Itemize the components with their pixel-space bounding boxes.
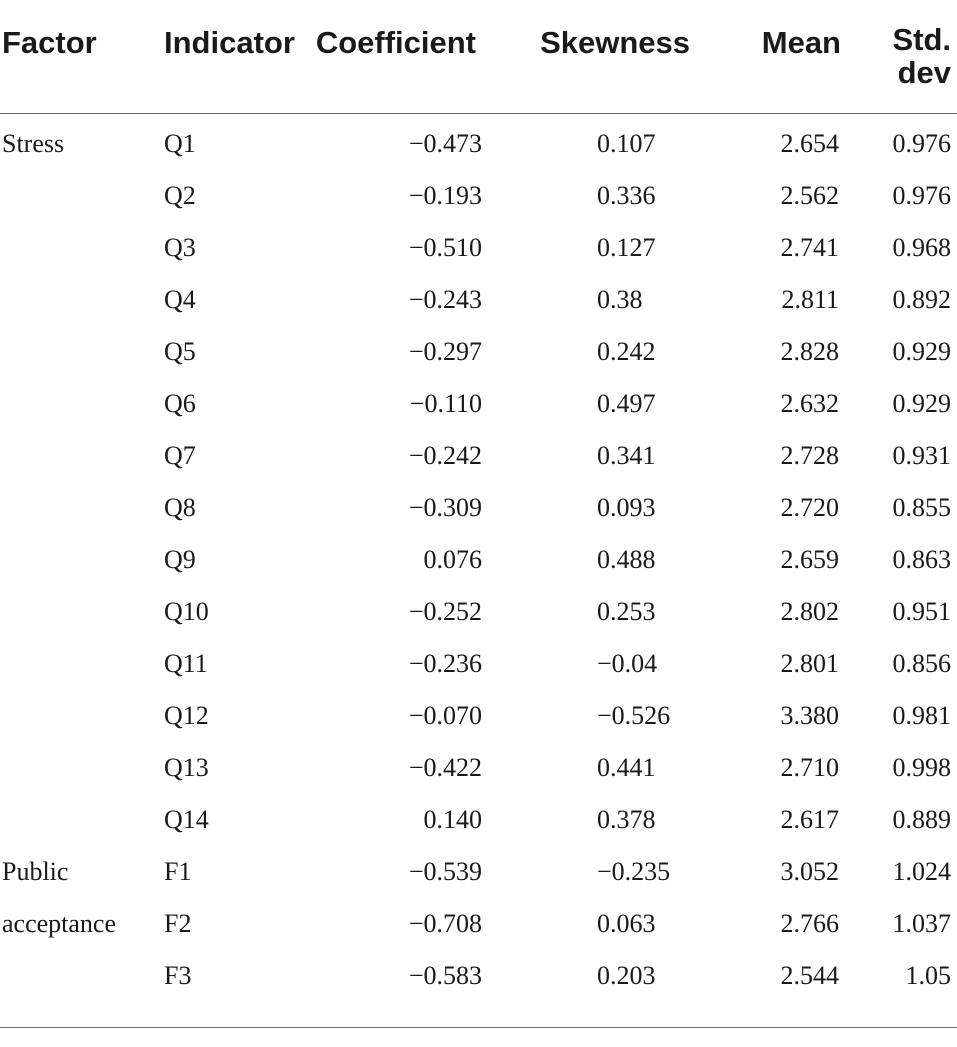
cell-std-dev: 0.951 <box>892 597 951 626</box>
cell-std-dev: 0.976 <box>892 129 951 158</box>
cell-mean: 3.052 <box>780 857 839 886</box>
cell-skewness: 0.093 <box>597 493 656 522</box>
table-row <box>0 690 957 742</box>
table-row <box>0 846 957 898</box>
table-row <box>0 898 957 950</box>
table-row <box>0 638 957 690</box>
table-body <box>0 114 957 1011</box>
table-row <box>0 950 957 1010</box>
cell-factor <box>0 690 160 742</box>
cell-mean: 2.632 <box>780 389 839 418</box>
cell-mean: 2.562 <box>780 181 839 210</box>
cell-mean: 2.544 <box>780 961 839 990</box>
cell-skewness: 0.253 <box>597 597 656 626</box>
cell-std-dev: 0.929 <box>892 389 951 418</box>
cell-factor <box>0 378 160 430</box>
cell-skewness: −0.235 <box>597 857 671 886</box>
cell-std-dev: 0.856 <box>892 649 951 678</box>
cell-indicator: Q13 <box>164 753 209 782</box>
cell-indicator: Q5 <box>164 337 196 366</box>
cell-mean: 2.741 <box>780 233 839 262</box>
cell-factor <box>0 274 160 326</box>
cell-coefficient: −0.110 <box>409 389 482 418</box>
header-skewness: Skewness <box>490 0 705 114</box>
cell-indicator: F2 <box>164 909 192 938</box>
cell-mean: 2.617 <box>780 805 839 834</box>
cell-skewness: 0.127 <box>597 233 656 262</box>
table-row <box>0 274 957 326</box>
cell-factor: acceptance <box>2 909 117 938</box>
cell-indicator: Q3 <box>164 233 196 262</box>
cell-mean: 3.380 <box>780 701 839 730</box>
cell-factor <box>0 742 160 794</box>
cell-std-dev: 1.037 <box>892 909 951 938</box>
cell-factor <box>0 586 160 638</box>
header-std-dev-line1: Std. <box>892 22 951 57</box>
cell-std-dev: 0.981 <box>892 701 951 730</box>
cell-skewness: 0.203 <box>597 961 656 990</box>
cell-indicator: Q12 <box>164 701 209 730</box>
cell-std-dev: 0.855 <box>892 493 951 522</box>
cell-coefficient: −0.422 <box>408 753 482 782</box>
cell-mean: 2.802 <box>780 597 839 626</box>
cell-skewness: 0.063 <box>597 909 656 938</box>
header-coefficient: Coefficient <box>310 0 490 114</box>
header-mean: Mean <box>705 0 845 114</box>
header-factor: Factor <box>0 0 160 114</box>
cell-indicator: F3 <box>164 961 192 990</box>
cell-coefficient: 0.140 <box>423 805 482 834</box>
cell-coefficient: −0.510 <box>408 233 482 262</box>
table-row <box>0 534 957 586</box>
cell-indicator: Q10 <box>164 597 209 626</box>
table-row <box>0 114 957 171</box>
cell-skewness: 0.497 <box>597 389 656 418</box>
cell-factor <box>0 794 160 846</box>
cell-mean: 2.728 <box>780 441 839 470</box>
cell-std-dev: 0.892 <box>892 285 951 314</box>
header-std-dev <box>845 0 957 114</box>
cell-coefficient: −0.070 <box>408 701 482 730</box>
header-std-dev-line2: dev <box>897 55 951 90</box>
cell-mean: 2.710 <box>780 753 839 782</box>
cell-indicator: Q1 <box>164 129 196 158</box>
cell-skewness: 0.242 <box>597 337 656 366</box>
cell-coefficient: −0.473 <box>408 129 482 158</box>
cell-factor <box>0 326 160 378</box>
table-header <box>0 0 957 114</box>
table-row <box>0 170 957 222</box>
cell-factor <box>0 482 160 534</box>
cell-factor <box>0 534 160 586</box>
cell-std-dev: 0.976 <box>892 181 951 210</box>
header-row <box>0 0 957 114</box>
cell-coefficient: −0.297 <box>408 337 482 366</box>
cell-std-dev: 0.929 <box>892 337 951 366</box>
cell-factor: Stress <box>2 129 65 158</box>
header-indicator: Indicator <box>160 0 310 114</box>
cell-coefficient: −0.708 <box>408 909 482 938</box>
cell-coefficient: −0.583 <box>408 961 482 990</box>
cell-std-dev: 0.968 <box>892 233 951 262</box>
cell-coefficient: −0.193 <box>408 181 482 210</box>
table-bottom-rule <box>0 1027 957 1028</box>
cell-std-dev: 0.889 <box>892 805 951 834</box>
cell-indicator: Q9 <box>164 545 196 574</box>
cell-skewness: 0.441 <box>597 753 656 782</box>
cell-indicator: Q2 <box>164 181 196 210</box>
table-row <box>0 378 957 430</box>
cell-factor: Public <box>2 857 69 886</box>
cell-skewness: −0.04 <box>597 649 658 678</box>
cell-std-dev: 0.863 <box>892 545 951 574</box>
cell-skewness: 0.336 <box>597 181 656 210</box>
cell-coefficient: −0.243 <box>408 285 482 314</box>
table-row <box>0 586 957 638</box>
cell-skewness: 0.38 <box>597 285 643 314</box>
cell-coefficient: 0.076 <box>423 545 482 574</box>
cell-factor <box>0 222 160 274</box>
cell-factor <box>0 950 160 1010</box>
cell-indicator: Q7 <box>164 441 196 470</box>
cell-coefficient: −0.539 <box>408 857 482 886</box>
table-row <box>0 794 957 846</box>
cell-std-dev: 1.05 <box>905 961 951 990</box>
cell-mean: 2.801 <box>780 649 839 678</box>
cell-std-dev: 1.024 <box>892 857 951 886</box>
cell-skewness: −0.526 <box>597 701 671 730</box>
table-row <box>0 482 957 534</box>
cell-coefficient: −0.242 <box>408 441 482 470</box>
cell-skewness: 0.378 <box>597 805 656 834</box>
cell-indicator: Q14 <box>164 805 209 834</box>
table-row <box>0 326 957 378</box>
cell-mean: 2.766 <box>780 909 839 938</box>
cell-skewness: 0.341 <box>597 441 656 470</box>
cell-coefficient: −0.309 <box>408 493 482 522</box>
cell-coefficient: −0.236 <box>408 649 482 678</box>
cell-indicator: Q11 <box>164 649 208 678</box>
cell-indicator: Q8 <box>164 493 196 522</box>
table-row <box>0 222 957 274</box>
cell-factor <box>0 638 160 690</box>
cell-skewness: 0.488 <box>597 545 656 574</box>
cell-mean: 2.811 <box>781 285 839 314</box>
cell-indicator: Q6 <box>164 389 196 418</box>
cell-coefficient: −0.252 <box>408 597 482 626</box>
cell-indicator: Q4 <box>164 285 196 314</box>
table-row <box>0 430 957 482</box>
cell-std-dev: 0.998 <box>892 753 951 782</box>
cell-mean: 2.659 <box>780 545 839 574</box>
cell-factor <box>0 430 160 482</box>
cell-mean: 2.720 <box>780 493 839 522</box>
cell-factor <box>0 170 160 222</box>
cell-indicator: F1 <box>164 857 192 886</box>
cell-mean: 2.654 <box>780 129 839 158</box>
cell-skewness: 0.107 <box>597 129 656 158</box>
cell-std-dev: 0.931 <box>892 441 951 470</box>
cell-mean: 2.828 <box>780 337 839 366</box>
table-row <box>0 742 957 794</box>
